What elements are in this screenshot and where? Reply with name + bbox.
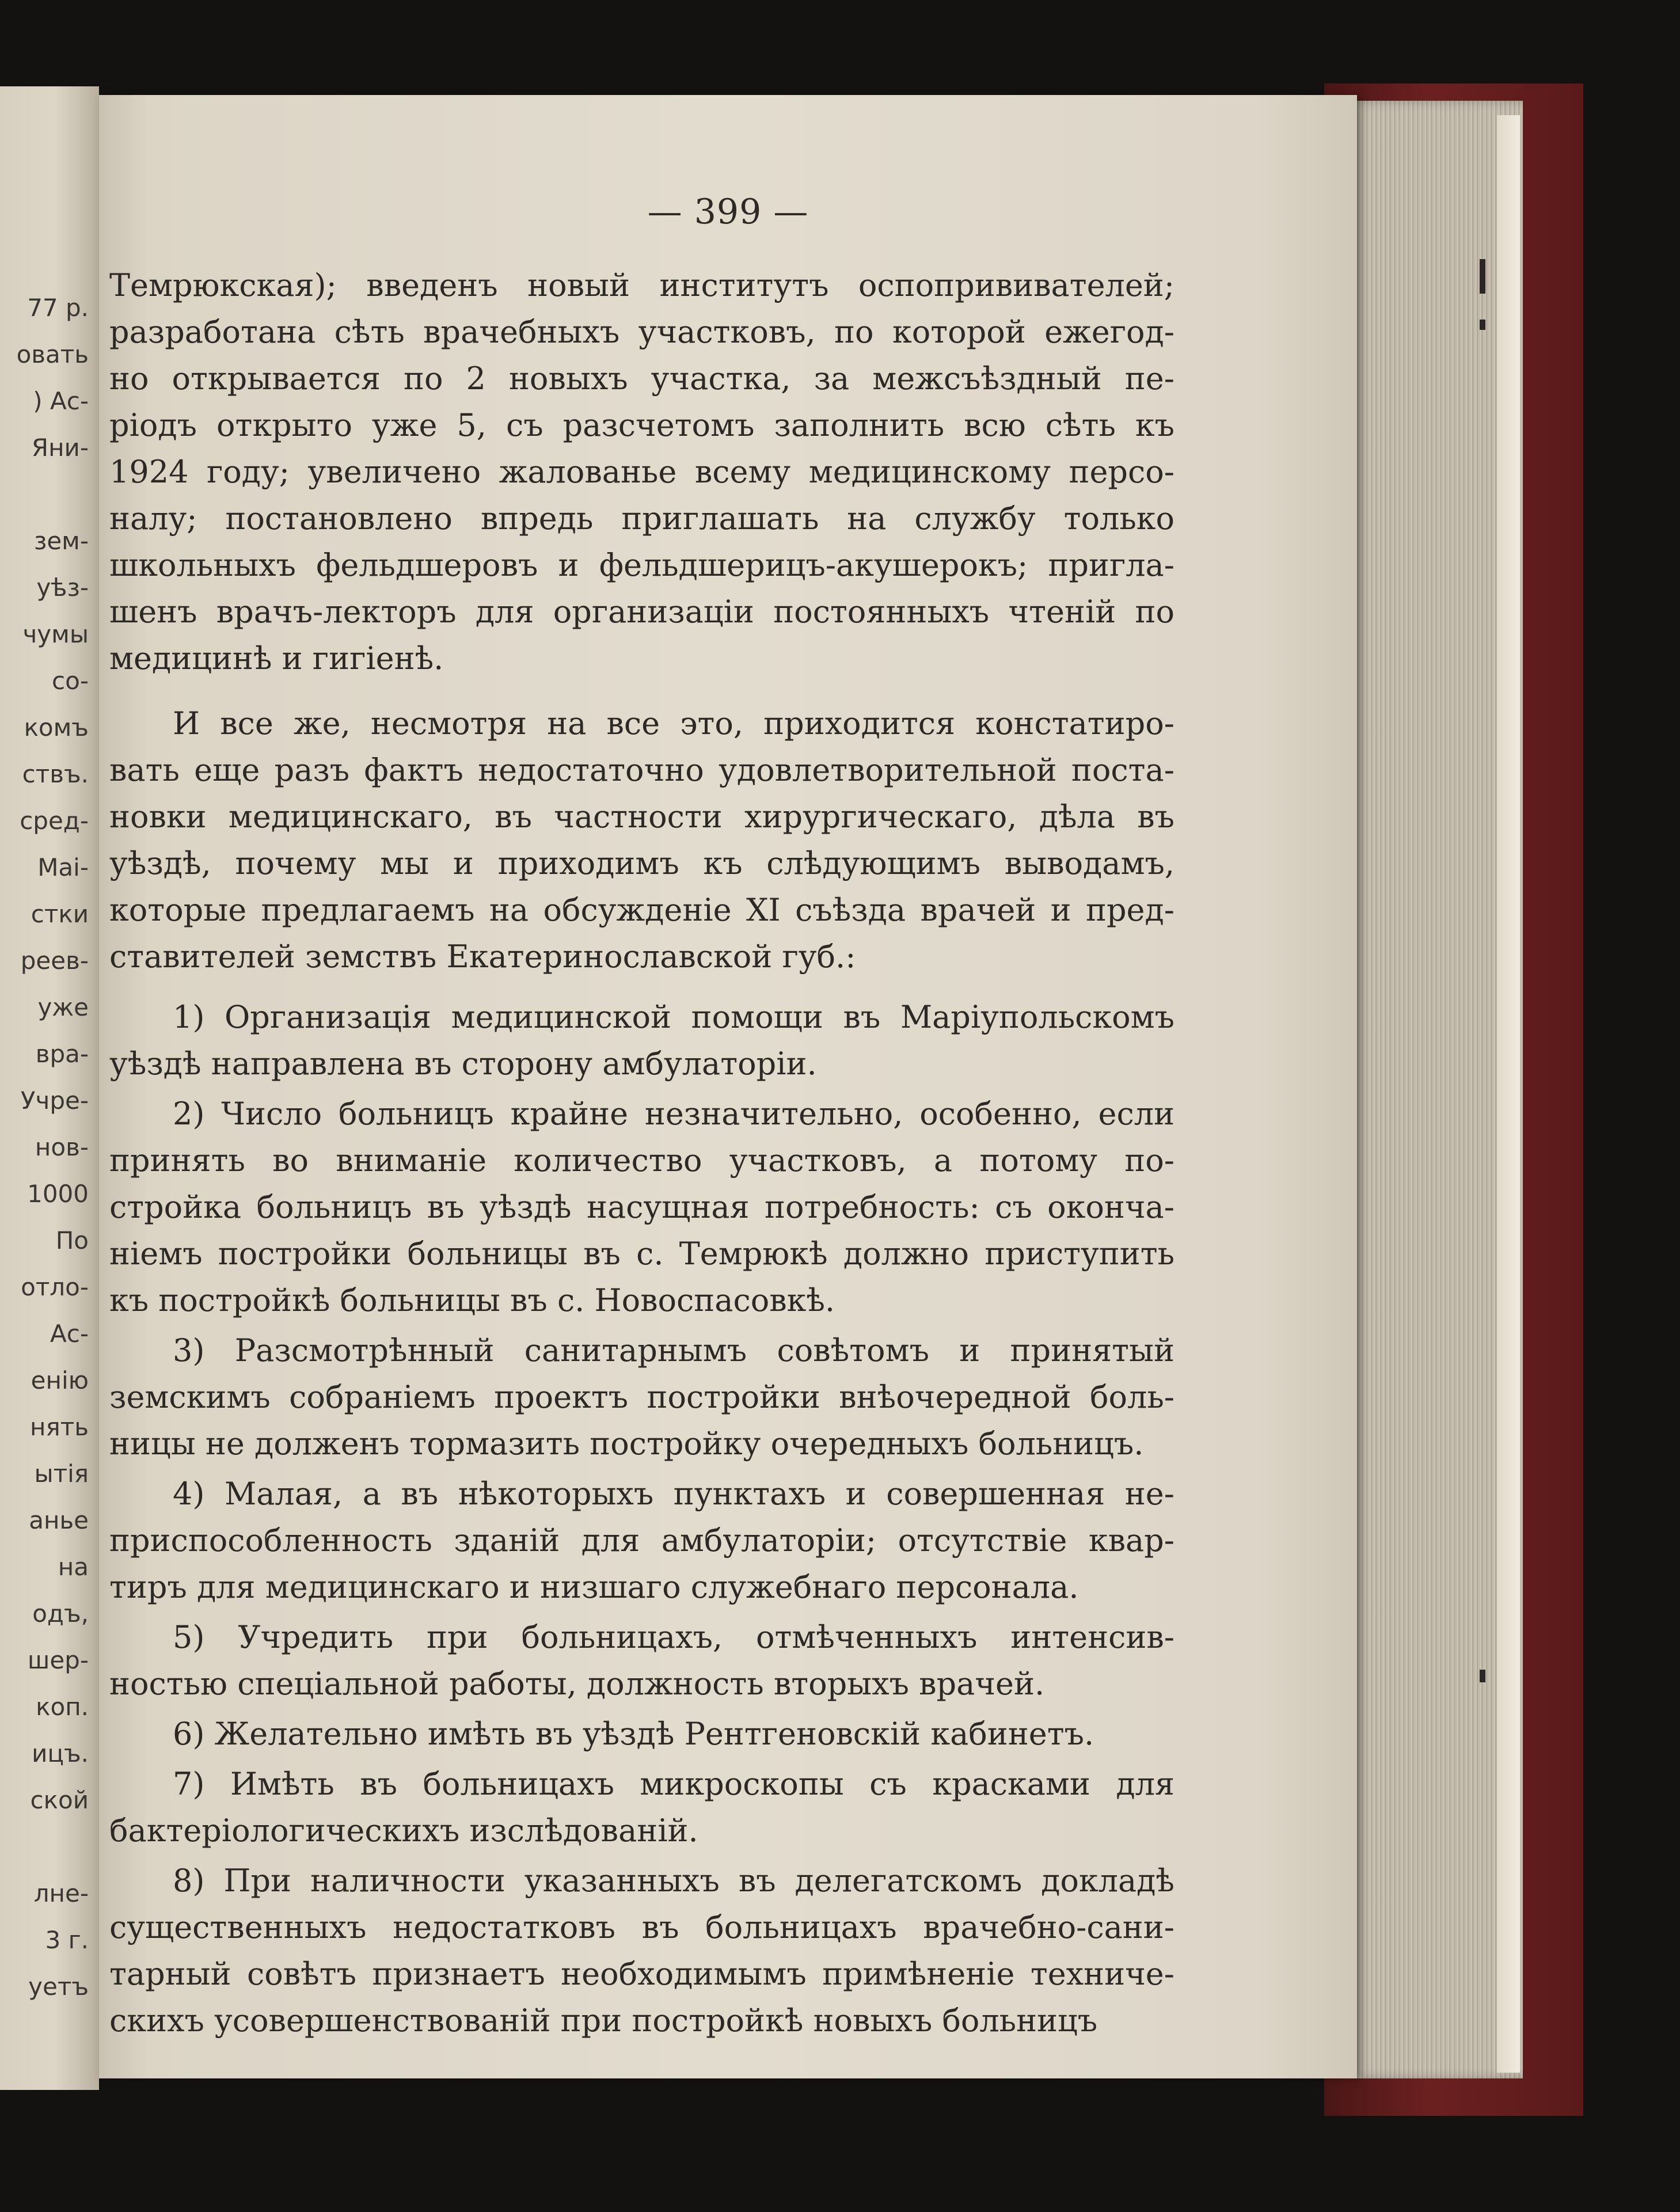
paragraph <box>109 1761 1175 1854</box>
text-line: 5) Учредить при больницахъ, отмѣченныхъ интенсив- <box>173 1619 1175 1655</box>
paragraph <box>109 1711 1175 1757</box>
edge-mark <box>1480 1670 1485 1682</box>
left-page-fragment: енію <box>31 1366 89 1394</box>
left-page-fragment: реев- <box>20 947 89 975</box>
text-line: существенныхъ недостатковъ въ больницахъ врачебно-сани- <box>109 1909 1175 1945</box>
left-page-fragment: лне- <box>33 1879 89 1907</box>
left-page-fragment: ицъ. <box>32 1739 89 1768</box>
text-line: къ постройкѣ больницы въ с. Новоспасовкѣ. <box>109 1282 835 1318</box>
text-line: ницы не долженъ тормазить постройку очередныхъ больницъ. <box>109 1426 1144 1462</box>
text-line: ставителей земствъ Екатеринославской губ.: <box>109 938 856 975</box>
text-line: 2) Число больницъ крайне незначительно, особенно, если <box>173 1096 1175 1132</box>
text-line: тарный совѣтъ признаетъ необходимымъ примѣненіе техниче- <box>109 1956 1175 1992</box>
text-line: 8) При наличности указанныхъ въ делегатскомъ докладѣ <box>173 1863 1175 1899</box>
text-line: которые предлагаемъ на обсужденіе XI съѣзда врачей и пред- <box>109 892 1175 928</box>
paragraph <box>109 1614 1175 1707</box>
left-page <box>0 86 99 2090</box>
edge-mark <box>1480 320 1485 330</box>
text-line: новки медицинскаго, въ частности хирургическаго, дѣла въ <box>109 799 1175 835</box>
left-page-fragment: 77 р. <box>27 294 89 322</box>
left-page-fragment: чумы <box>22 620 89 648</box>
text-line: 1) Организація медицинской помощи въ Маріупольскомъ <box>173 999 1175 1035</box>
left-page-fragment: Учре- <box>20 1086 89 1115</box>
text-line: вать еще разъ фактъ недостаточно удовлетворительной поста- <box>109 752 1175 788</box>
paragraph <box>109 994 1175 1087</box>
edge-strip <box>1497 115 1520 2073</box>
text-line: школьныхъ фельдшеровъ и фельдшерицъ-акушерокъ; пригла- <box>109 547 1175 583</box>
text-line: принять во вниманіе количество участковъ, а потому по- <box>109 1142 1175 1179</box>
left-page-fragment: уже <box>37 993 89 1021</box>
text-line: приспособленность зданій для амбулаторіи; отсутствіе квар- <box>109 1522 1175 1559</box>
text-line: стройка больницъ въ уѣздѣ насущная потребность: съ оконча- <box>109 1189 1175 1225</box>
left-page-fragment: ытія <box>34 1460 89 1488</box>
paragraph <box>109 1090 1175 1324</box>
text-line: ностью спеціальной работы, должность вторыхъ врачей. <box>109 1666 1045 1702</box>
book-page <box>99 95 1357 2078</box>
left-page-fragment: коп. <box>36 1693 89 1721</box>
left-page-fragment: шер- <box>27 1646 89 1674</box>
text-line: скихъ усовершенствованій при постройкѣ новыхъ больницъ <box>109 2002 1098 2039</box>
text-line: 6) Желательно имѣть въ уѣздѣ Рентгеновскій кабинетъ. <box>173 1716 1094 1752</box>
left-page-fragment: ствъ. <box>22 760 89 788</box>
text-line: уѣздѣ направлена въ сторону амбулаторіи. <box>109 1046 817 1082</box>
paragraph <box>109 1327 1175 1467</box>
text-line: шенъ врачъ-лекторъ для организаціи постоянныхъ чтеній по <box>109 594 1175 630</box>
paragraph <box>109 262 1175 682</box>
left-page-fragment: нять <box>30 1413 89 1441</box>
text-line: уѣздѣ, почему мы и приходимъ къ слѣдующимъ выводамъ, <box>109 845 1175 881</box>
left-page-fragment: комъ <box>24 713 89 742</box>
left-page-fragment: анье <box>29 1506 89 1534</box>
left-page-fragment: на <box>58 1553 89 1581</box>
text-line: 7) Имѣть въ больницахъ микроскопы съ красками для <box>173 1766 1175 1802</box>
page-text <box>109 262 1175 2044</box>
left-page-fragment: отло- <box>21 1273 89 1301</box>
paragraph <box>109 1857 1175 2044</box>
paragraph <box>109 1470 1175 1610</box>
left-page-fragment: Маі- <box>37 853 89 881</box>
left-page-fragment: уѣз- <box>36 573 89 602</box>
text-line: налу; постановлено впредь приглашать на службу только <box>109 500 1175 537</box>
text-line: тиръ для медицинскаго и низшаго служебнаго персонала. <box>109 1569 1079 1605</box>
text-line: И все же, несмотря на все это, приходится констатиро- <box>173 705 1175 742</box>
text-line: 3) Разсмотрѣнный санитарнымъ совѣтомъ и принятый <box>173 1332 1175 1369</box>
text-line: разработана сѣть врачебныхъ участковъ, по которой ежегод- <box>109 314 1175 350</box>
left-page-fragment: одъ, <box>32 1599 89 1628</box>
page-number: — 399 — <box>647 192 809 232</box>
text-line: 1924 году; увеличено жалованье всему медицинскому персо- <box>109 454 1175 490</box>
text-line: медицинѣ и гигіенѣ. <box>109 640 444 676</box>
left-page-fragment: нов- <box>35 1133 89 1161</box>
left-page-fragment: овать <box>16 340 89 368</box>
edge-mark <box>1480 259 1485 294</box>
text-line: земскимъ собраніемъ проектъ постройки внѣочередной боль- <box>109 1379 1175 1415</box>
left-page-fragment: 1000 <box>27 1180 89 1208</box>
left-page-fragment: со- <box>52 667 89 695</box>
text-line: Темрюкская); введенъ новый институтъ оспопрививателей; <box>109 267 1175 303</box>
left-page-fragment: ) Ас- <box>33 387 89 415</box>
left-page-fragment: Ас- <box>50 1320 89 1348</box>
left-page-fragment: ской <box>30 1786 89 1814</box>
text-line: ріодъ открыто уже 5, съ разсчетомъ заполнить всю сѣть къ <box>109 407 1175 443</box>
left-page-fragment: По <box>55 1226 89 1255</box>
left-page-fragment: вра- <box>35 1040 89 1068</box>
text-line: ніемъ постройки больницы въ с. Темрюкѣ должно приступить <box>109 1236 1175 1272</box>
paragraph <box>109 700 1175 980</box>
left-page-fragment: 3 г. <box>45 1926 89 1954</box>
text-line: но открывается по 2 новыхъ участка, за межсъѣздный пе- <box>109 360 1175 397</box>
left-page-fragment: стки <box>31 900 89 928</box>
left-page-fragment: Яни- <box>31 434 89 462</box>
text-line: бактеріологическихъ изслѣдованій. <box>109 1812 698 1849</box>
text-line: 4) Малая, а въ нѣкоторыхъ пунктахъ и совершенная не- <box>173 1476 1175 1512</box>
left-page-fragment: зем- <box>33 527 89 555</box>
left-page-fragment: уетъ <box>28 1972 89 2001</box>
left-page-fragment: сред- <box>20 807 89 835</box>
